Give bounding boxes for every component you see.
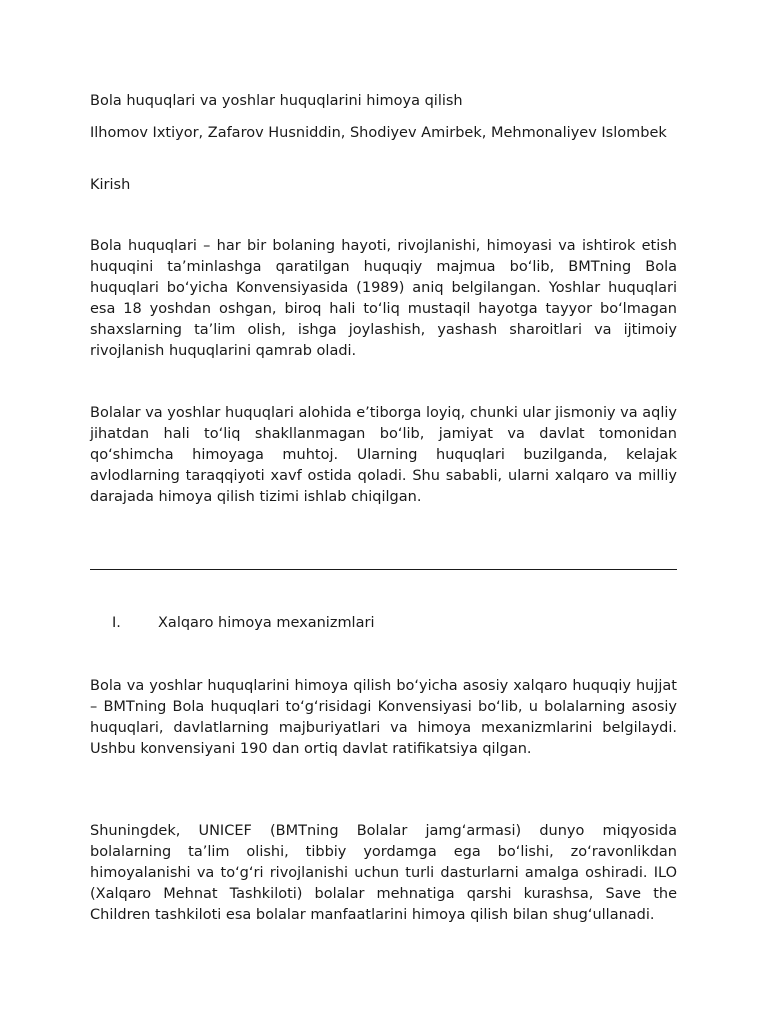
intro-paragraph: Bola huquqlari – har bir bolaning hayoti, rivojlanishi, himoyasi va ishtirok etish huquqini ta’minlashga qaratilgan huquqiy majmua bo‘lib, BMTning Bola huquqlari bo‘yicha Konvensiyasida (1989) aniq belgilangan. Yoshlar huquqlari esa 18 yoshdan oshgan, biroq hali to‘liq mustaqil hayotga tayyor bo‘lmagan shaxslarning ta’lim olish, ishga joylashish, yashash sharoitlari va ijtimoiy rivojlanish huquqlarini qamrab oladi. xyxy=(90,238,677,359)
intro-heading: Kirish xyxy=(90,177,131,193)
intro-paragraph: Bolalar va yoshlar huquqlari alohida e’tiborga loyiq, chunki ular jismoniy va aqliy jihatdan hali to‘liq shakllanmagan bo‘lib, jamiyat va davlat tomonidan qo‘shimcha himoyaga muhtoj. Ularning huquqlari buzilganda, kelajak avlodlarning taraqqiyoti xavf ostida qoladi. Shu sababli, ularni xalqaro va milliy darajada himoya qilish tizimi ishlab chiqilgan. xyxy=(90,405,677,505)
section-title: Xalqaro himoya mexanizmlari xyxy=(158,615,375,631)
section-number: I. xyxy=(112,615,121,631)
document-title: Bola huquqlari va yoshlar huquqlarini himoya qilish xyxy=(90,93,463,109)
horizontal-divider xyxy=(90,569,677,570)
section-paragraph: Bola va yoshlar huquqlarini himoya qilish bo‘yicha asosiy xalqaro huquqiy hujjat – BMTning Bola huquqlari to‘g‘risidagi Konvensiyasi bo‘lib, u bolalarning asosiy huquqlari, davlatlarning majburiyatlari va himoya mexanizmlarini belgilaydi. Ushbu konvensiyani 190 dan ortiq davlat ratifikatsiya qilgan. xyxy=(90,678,677,757)
document-authors: Ilhomov Ixtiyor, Zafarov Husniddin, Shodiyev Amirbek, Mehmonaliyev Islombek xyxy=(90,125,667,141)
section-paragraph: Shuningdek, UNICEF (BMTning Bolalar jamg‘armasi) dunyo miqyosida bolalarning ta’lim olishi, tibbiy yordamga ega bo‘lishi, zo‘ravonlikdan himoyalanishi va to‘g‘ri rivojlanishi uchun turli dasturlarni amalga oshiradi. ILO (Xalqaro Mehnat Tashkiloti) bolalar mehnatiga qarshi kurashsa, Save the Children tashkiloti esa bolalar manfaatlarini himoya qilish bilan shug‘ullanadi. xyxy=(90,823,677,923)
